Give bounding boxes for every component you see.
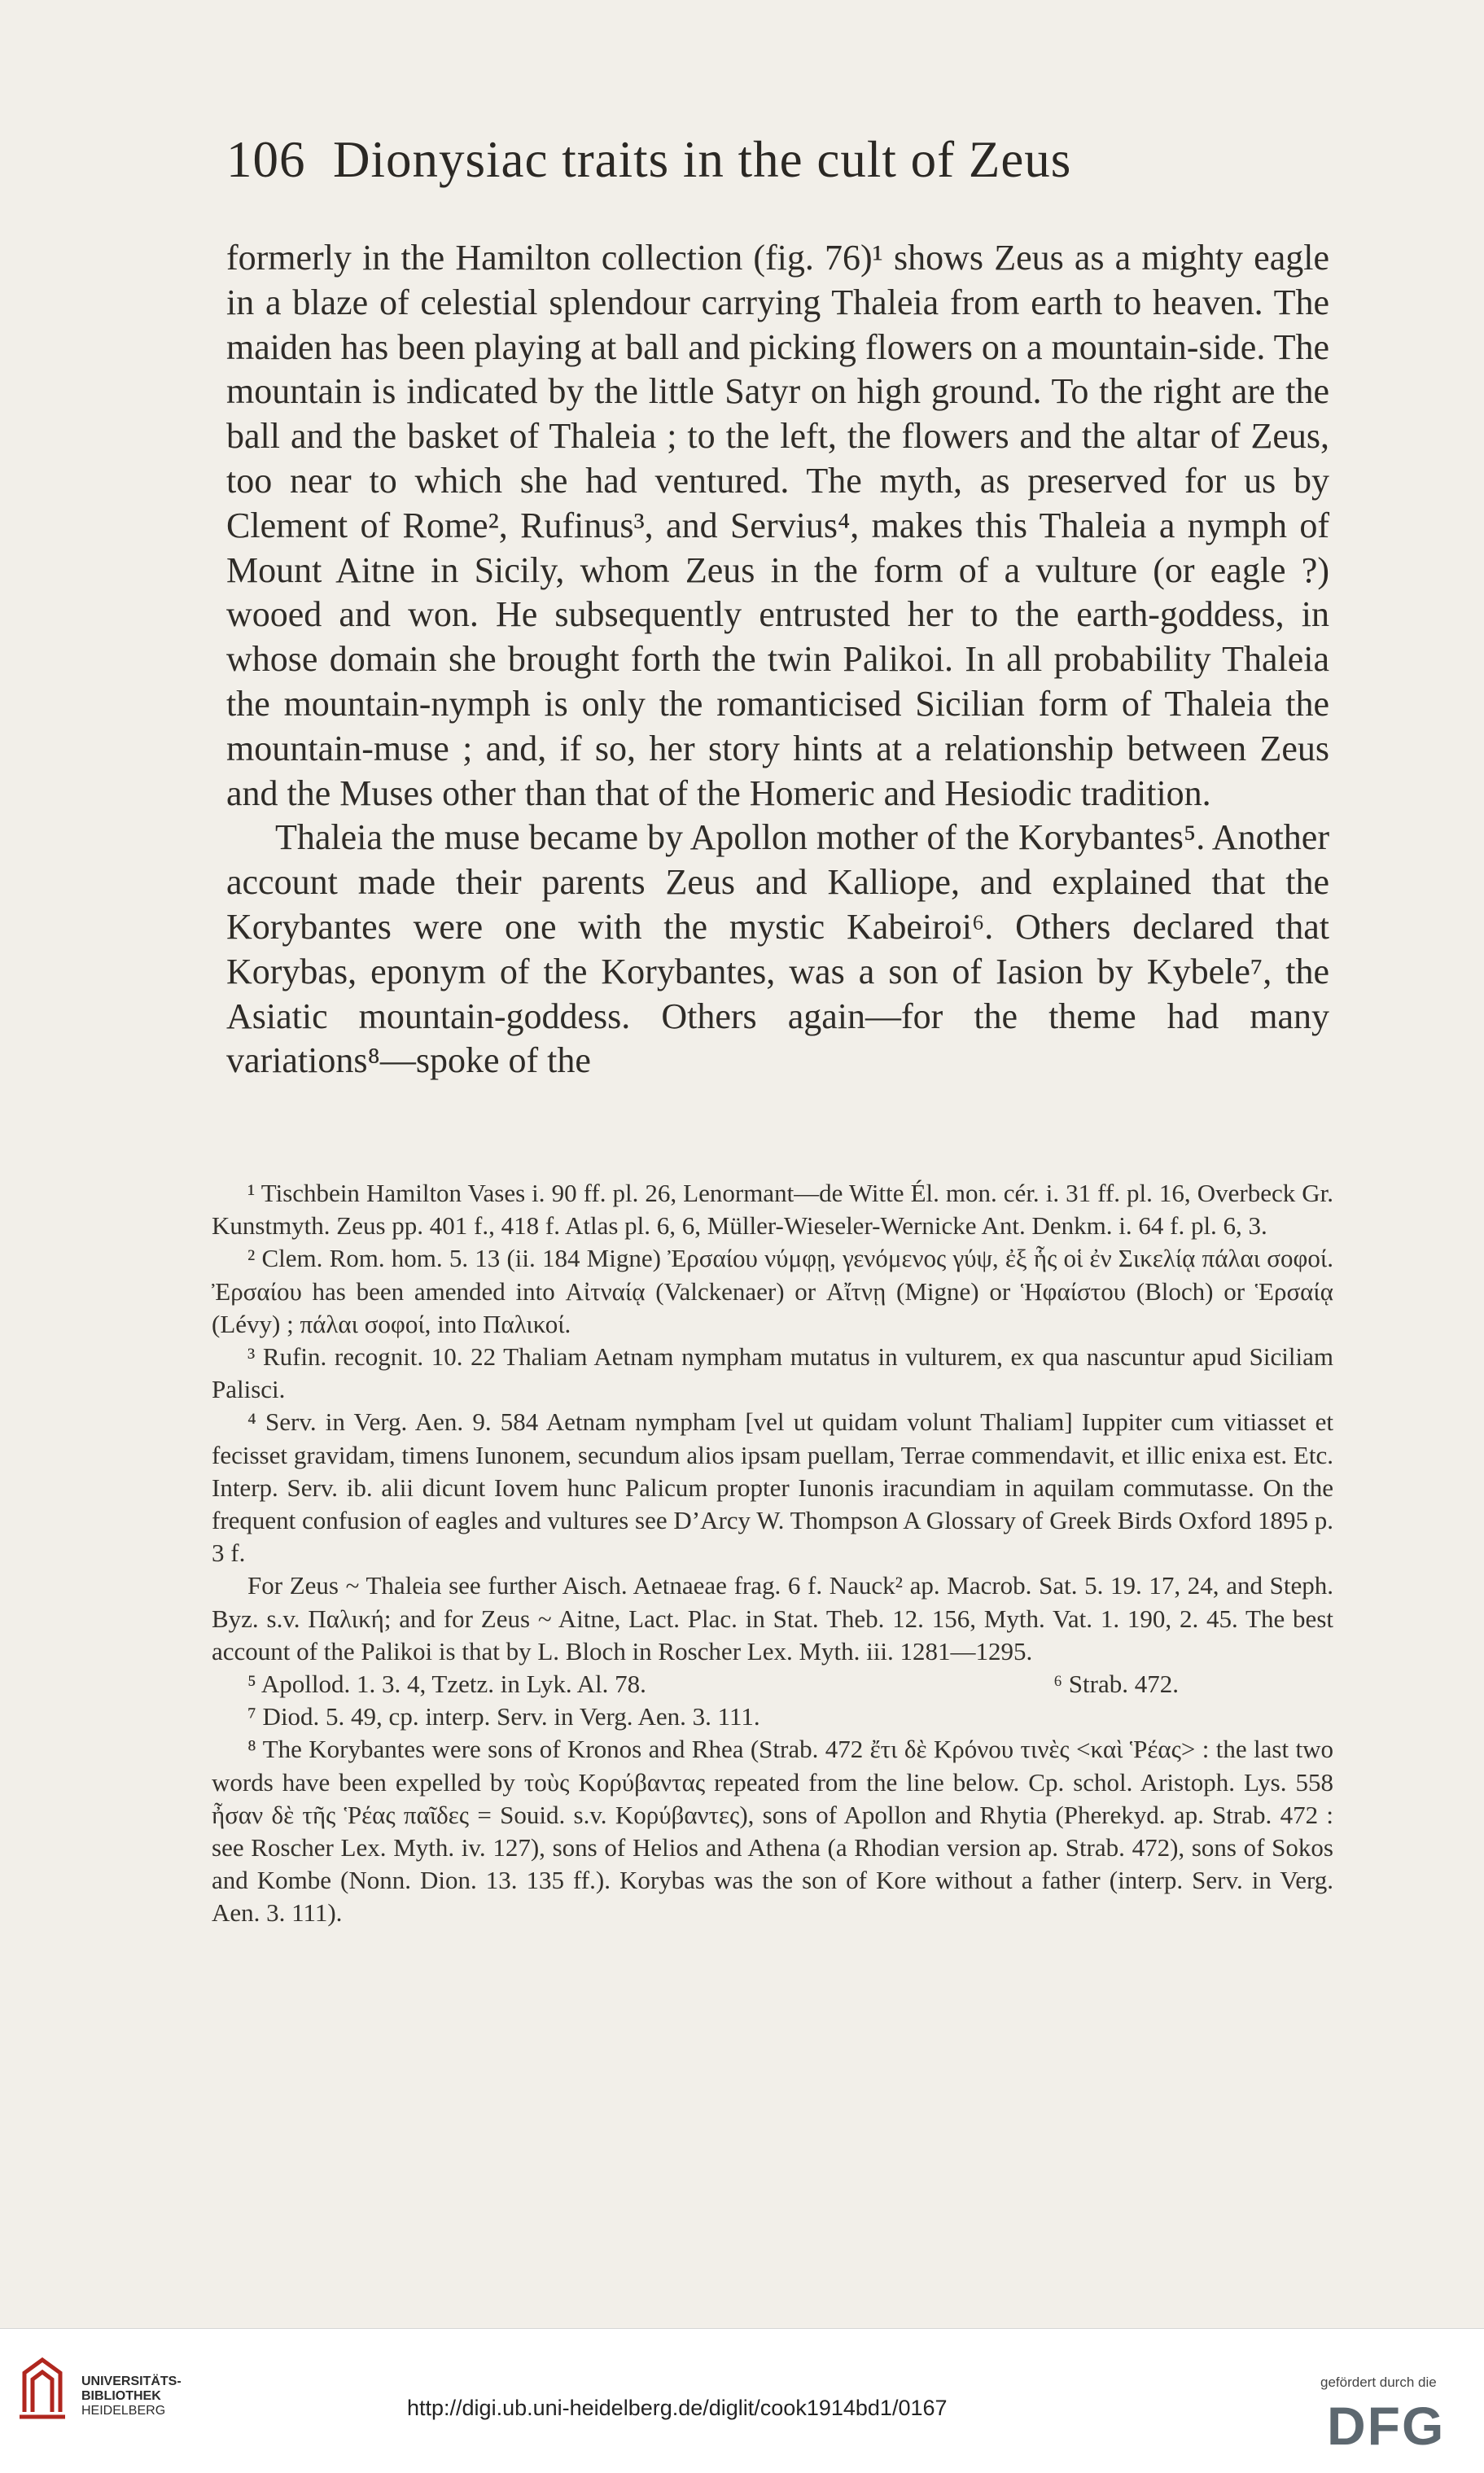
dfg-logo: DFG xyxy=(1327,2396,1446,2456)
funding-note: gefördert durch die xyxy=(1320,2375,1437,2390)
footnote-7: ⁷ Diod. 5. 49, cp. interp. Serv. in Verg. Aen. 3. 111. xyxy=(247,1702,760,1731)
page-number: 106 xyxy=(226,131,306,188)
paragraph-1: formerly in the Hamilton collection (fig. 76)¹ shows Zeus as a mighty eagle in a blaze of celestial splendour carrying Thaleia from earth to heaven. The maiden has been playing at ball and picking flowers on a mountain-side. The mountain is indicated by the little Satyr on high ground. To the right are the ball and the basket of Thaleia ; to the left, the flowers and the altar of Zeus, too near to which she had ventured. The myth, as preserved for us by Clement of Rome², Rufinus³, and Servius⁴, makes this Thaleia a nymph of Mount Aitne in Sicily, whom Zeus in the form of a vulture (or eagle ?) wooed and won. He subsequently entrusted her to the earth-goddess, in whose domain she brought forth the twin Palikoi. In all probability Thaleia the mountain-nymph is only the romanticised Sicilian form of Thaleia the mountain-muse ; and, if so, her story hints at a relationship between Zeus and the Muses other than that of the Homeric and Hesiodic tradition. xyxy=(226,238,1329,813)
footnote-2: ² Clem. Rom. hom. 5. 13 (ii. 184 Migne) Ἐρσαίου νύμφῃ, γενόμενος γύψ, ἐξ ἧς οἱ ἐν Σικελίᾳ πάλαι σοφοί. Ἐρσαίου has been amended into Αἰτναίᾳ (Valckenaer) or Αἴτνῃ (Migne) or Ἡφαίστου (Bloch) or Ἑρσαίᾳ (Lévy) ; πάλαι σοφοί, into Παλικοί. xyxy=(212,1244,1333,1338)
library-name: UNIVERSITÄTS- BIBLIOTHEK HEIDELBERG xyxy=(81,2375,182,2418)
footnote-1: ¹ Tischbein Hamilton Vases i. 90 ff. pl. 26, Lenormant—de Witte Él. mon. cér. i. 31 ff. pl. 16, Overbeck Gr. Kunstmyth. Zeus pp. 401 f., 418 f. Atlas pl. 6, 6, Müller-Wieseler-Wernicke Ant. Denkm. i. 64 f. pl. 6, 3. xyxy=(212,1179,1333,1241)
footnote-6: ⁶ Strab. 472. xyxy=(1053,1670,1179,1699)
footnote-4-continued: For Zeus ~ Thaleia see further Aisch. Aetnaeae frag. 6 f. Nauck² ap. Macrob. Sat. 5. 19. 17, 24, and Steph. Byz. s.v. Παλική; and for Zeus ~ Aitne, Lact. Plac. in Stat. Theb. 12. 156, Myth. Vat. 1. 190, 2. 45. The best account of the Palikoi is that by L. Bloch in Roscher Lex. Myth. iii. 1281—1295. xyxy=(212,1571,1333,1665)
footnote-3: ³ Rufin. recognit. 10. 22 Thaliam Aetnam nympham mutatus in vulturem, ex qua nascuntur apud Siciliam Palisci. xyxy=(212,1342,1333,1404)
library-logo-icon xyxy=(16,2355,68,2420)
running-header xyxy=(226,130,1317,190)
digitization-footer xyxy=(0,2328,1484,2473)
footnote-row-5-6 xyxy=(212,1668,1333,1700)
main-text xyxy=(226,236,1329,1083)
paragraph-2: Thaleia the muse became by Apollon mother of the Korybantes⁵. Another account made their parents Zeus and Kalliope, and explained that the Korybantes were one with the mystic Kabeiroi⁶. Others declared that Korybas, eponym of the Korybantes, was a son of Iasion by Kybele⁷, the Asiatic mountain-goddess. Others again—for the theme had many variations⁸—spoke of the xyxy=(226,817,1329,1081)
footnote-5: ⁵ Apollod. 1. 3. 4, Tzetz. in Lyk. Al. 78. xyxy=(247,1670,646,1699)
footnote-4: ⁴ Serv. in Verg. Aen. 9. 584 Aetnam nympham [vel ut quidam volunt Thaliam] Iuppiter cum vitiasset et fecisset gravidam, timens Iunonem, secundum alios ipsam puellam, Terrae commendavit, et illic enixa est. Etc. Interp. Serv. ib. alii dicunt Iovem hunc Palicum propter Iunonis iracundiam in aquilam commutasse. On the frequent confusion of eagles and vultures see D’Arcy W. Thompson A Glossary of Greek Birds Oxford 1895 p. 3 f. xyxy=(212,1407,1333,1568)
footnotes xyxy=(212,1177,1333,1930)
source-url[interactable]: http://digi.ub.uni-heidelberg.de/diglit/cook1914bd1/0167 xyxy=(407,2396,948,2420)
footnote-8: ⁸ The Korybantes were sons of Kronos and Rhea (Strab. 472 ἔτι δὲ Κρόνου τινὲς <καὶ Ῥέας> : the last two words have been expelled by τοὺς Κορύβαντας repeated from the line below. Cp. schol. Aristoph. Lys. 558 ἦσαν δὲ τῆς Ῥέας παῖδες = Souid. s.v. Κορύβαντες), sons of Apollon and Rhytia (Pherekyd. ap. Strab. 472 : see Roscher Lex. Myth. iv. 127), sons of Helios and Athena (a Rhodian version ap. Strab. 472), sons of Sokos and Kombe (Nonn. Dion. 13. 135 ff.). Korybas was the son of Kore without a father (interp. Serv. in Verg. Aen. 3. 111). xyxy=(212,1735,1333,1928)
page-title: Dionysiac traits in the cult of Zeus xyxy=(333,131,1072,188)
